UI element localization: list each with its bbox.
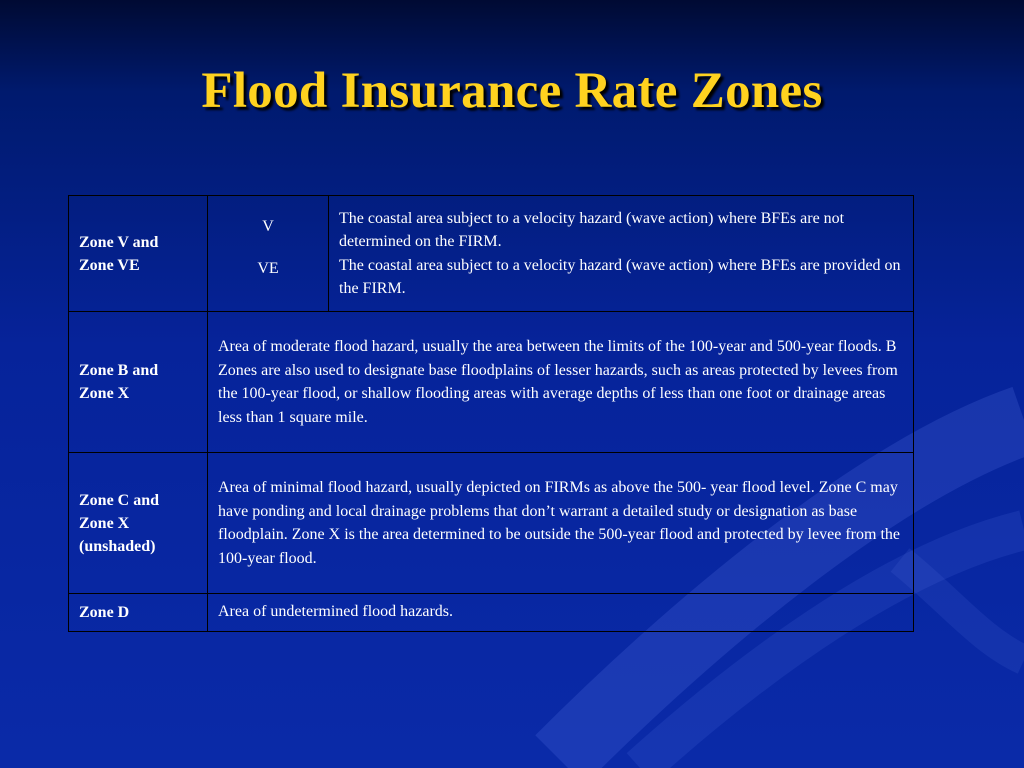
- slide-title: Flood Insurance Rate Zones: [201, 63, 823, 119]
- zone-name-line: Zone D: [79, 604, 130, 621]
- code-spacer: [208, 236, 328, 260]
- zone-code: V: [262, 218, 274, 235]
- zone-code: VE: [257, 260, 279, 277]
- zone-description: Area of undetermined flood hazards.: [218, 603, 454, 620]
- table-row: [69, 594, 914, 632]
- zone-name-line: Zone B and: [79, 362, 159, 379]
- zone-name-cell: [69, 312, 208, 453]
- zone-name-line: Zone C and: [79, 491, 160, 509]
- zone-codes-cell: [208, 196, 329, 312]
- zone-description: Area of minimal flood hazard, usually depicted on FIRMs as above the 500- year flood level. Zone C may have ponding and local drainage problems that don’t warrant a detailed study or designation as base floodplain. Zone X is the area determined to be outside the 500-year flood and protected by levee from the 100-year flood.: [218, 479, 900, 567]
- zone-name-cell: [69, 594, 208, 632]
- zone-description-cell: [208, 453, 914, 594]
- zone-name-line: Zone V and: [79, 233, 159, 251]
- zone-description: The coastal area subject to a velocity hazard (wave action) where BFEs are provided on the FIRM.: [339, 256, 901, 297]
- zone-name-cell: [69, 196, 208, 312]
- zone-description-cell: [208, 594, 914, 632]
- zone-description-cell: [329, 196, 914, 312]
- zone-description-cell: [208, 312, 914, 453]
- table-row: [69, 196, 914, 312]
- table-row: [69, 453, 914, 594]
- zone-name-line: Zone VE: [79, 256, 140, 274]
- zone-name-line: Zone X: [79, 514, 130, 532]
- zone-description: Area of moderate flood hazard, usually the area between the limits of the 100-year and 500-year floods. B Zones are also used to designate base floodplains of lesser hazards, such as areas protected by levees from the 100-year flood, or shallow flooding areas with average depths of less than one foot or drainage areas less than 1 square mile.: [218, 338, 898, 426]
- zone-description: The coastal area subject to a velocity hazard (wave action) where BFEs are not determined on the FIRM.: [339, 209, 845, 250]
- zone-name-cell: [69, 453, 208, 594]
- zone-name-line: (unshaded): [79, 537, 156, 555]
- zone-name-line: Zone X: [79, 385, 130, 402]
- flood-zones-table: [68, 195, 914, 632]
- table-row: [69, 312, 914, 453]
